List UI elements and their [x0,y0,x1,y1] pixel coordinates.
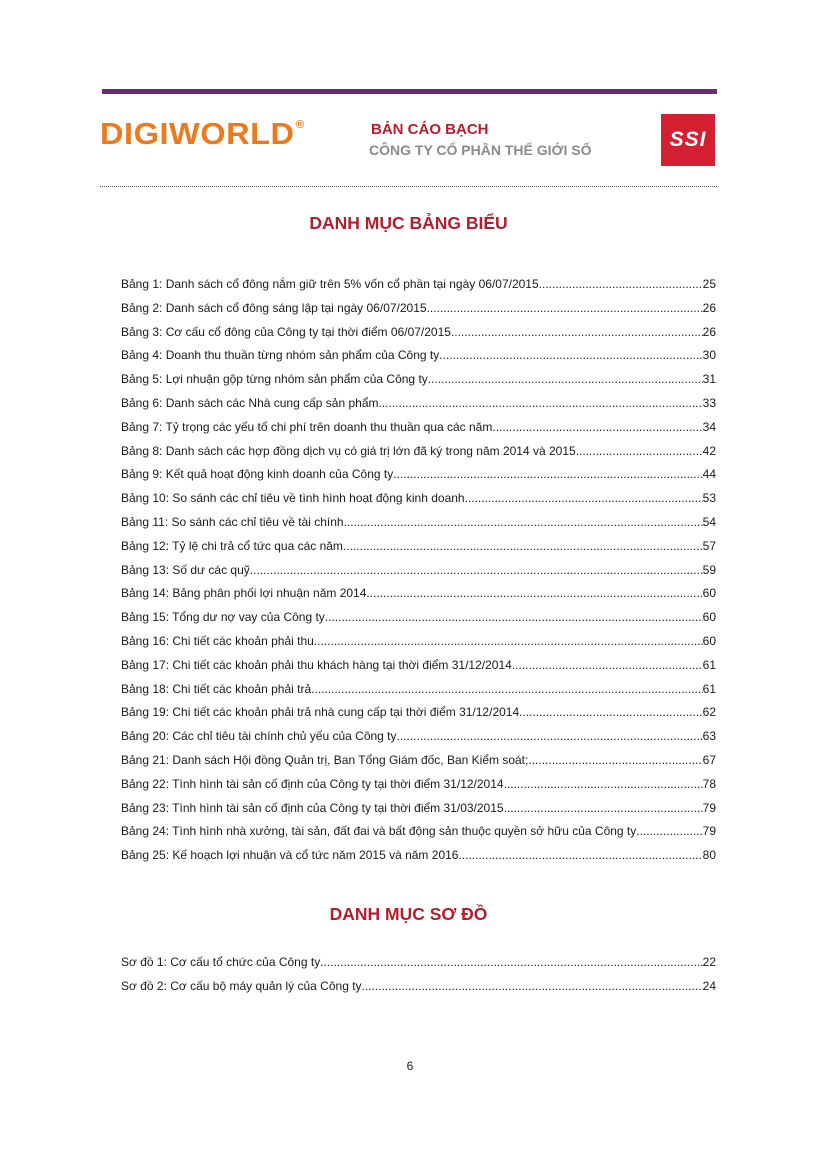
company-name: CÔNG TY CỔ PHẦN THẾ GIỚI SỐ [369,142,592,158]
toc-entry-label: Bảng 7: Tỷ trọng các yếu tố chi phí trên doanh thu thuần qua các năm [121,419,493,434]
toc-entry[interactable] [121,324,716,348]
toc-dot-leader [428,371,703,387]
toc-entry-page: 59 [702,562,716,577]
toc-entry[interactable] [121,538,716,562]
toc-entry[interactable] [121,823,716,847]
toc-entry[interactable] [121,466,716,490]
toc-dot-leader [636,823,702,839]
toc-entry-label: Bảng 10: So sánh các chỉ tiêu về tình hình hoạt động kinh doanh [121,491,465,506]
tables-toc-list [121,276,716,871]
toc-entry-page: 25 [702,277,716,291]
toc-entry-label: Bảng 18: Chi tiết các khoản phải trả [121,681,312,696]
toc-entry-label: Sơ đồ 2: Cơ cấu bộ máy quản lý của Công ty [121,978,362,993]
toc-entry-label: Bảng 22: Tình hình tài sản cố định của Công ty tại thời điểm 31/12/2014 [121,776,504,791]
toc-entry[interactable] [121,657,716,681]
toc-entry-label: Bảng 14: Bảng phân phối lợi nhuận năm 2014 [121,586,367,601]
toc-entry[interactable] [121,585,716,609]
toc-entry-label: Bảng 17: Chi tiết các khoản phải thu khách hàng tại thời điểm 31/12/2014 [121,657,512,672]
toc-entry-label: Bảng 1: Danh sách cổ đông nắm giữ trên 5% vốn cổ phần tại ngày 06/07/2015 [121,277,539,291]
toc-entry-label: Bảng 4: Doanh thu thuần từng nhóm sản phẩm của Công ty [121,348,440,363]
toc-entry-page: 80 [702,848,716,863]
toc-dot-leader [504,800,703,816]
toc-entry[interactable] [121,300,716,324]
toc-entry[interactable] [121,371,716,395]
toc-entry-page: 26 [702,324,716,339]
toc-entry-page: 30 [702,348,716,363]
toc-entry-label: Bảng 19: Chi tiết các khoản phải trả nhà cung cấp tại thời điểm 31/12/2014 [121,705,520,720]
header-top-rule [102,89,717,94]
toc-entry-label: Bảng 21: Danh sách Hội đồng Quản trị, Ban Tổng Giám đốc, Ban Kiểm soát; [121,752,529,767]
toc-entry-label: Bảng 25: Kế hoạch lợi nhuận và cổ tức năm 2015 và năm 2016 [121,848,459,863]
toc-entry[interactable] [121,609,716,633]
toc-entry[interactable] [121,847,716,871]
toc-entry-label: Bảng 11: So sánh các chỉ tiêu về tài chính [121,514,344,529]
toc-entry-page: 22 [702,955,716,969]
toc-dot-leader [311,681,703,697]
toc-entry-label: Bảng 6: Danh sách các Nhà cung cấp sản phẩm [121,395,379,410]
toc-dot-leader [427,300,703,316]
toc-entry[interactable] [121,276,716,300]
toc-entry-label: Bảng 23: Tình hình tài sản cố định của Công ty tại thời điểm 31/03/2015 [121,800,504,815]
toc-dot-leader [393,466,702,482]
toc-entry-page: 79 [702,824,716,839]
toc-entry[interactable] [121,954,716,978]
toc-dot-leader [320,954,702,970]
toc-dot-leader [451,324,703,340]
toc-entry[interactable] [121,562,716,586]
toc-dot-leader [528,752,702,768]
toc-entry[interactable] [121,395,716,419]
toc-entry[interactable] [121,443,716,467]
toc-entry-label: Bảng 3: Cơ cấu cổ đông của Công ty tại thời điểm 06/07/2015 [121,324,451,339]
digiworld-logo [100,116,305,152]
toc-entry-label: Bảng 24: Tình hình nhà xưởng, tài sản, đất đai và bất động sản thuộc quyền sở hữu của Công ty [121,824,637,839]
toc-entry[interactable] [121,704,716,728]
toc-dot-leader [344,514,703,530]
ssi-logo [661,114,715,166]
toc-entry-page: 54 [702,514,716,529]
toc-dot-leader [504,776,703,792]
toc-dot-leader [366,585,702,601]
toc-entry-page: 62 [702,705,716,720]
toc-entry-page: 61 [702,657,716,672]
toc-entry-label: Bảng 13: Số dư các quỹ [121,562,250,577]
toc-entry-page: 53 [702,491,716,506]
toc-dot-leader [465,490,703,506]
toc-entry-page: 67 [702,752,716,767]
toc-entry[interactable] [121,776,716,800]
toc-dot-leader [250,562,703,578]
document-title: BẢN CÁO BẠCH [371,121,489,138]
toc-dot-leader [492,419,702,435]
toc-entry-page: 33 [702,395,716,410]
toc-entry[interactable] [121,800,716,824]
toc-entry[interactable] [121,633,716,657]
toc-entry[interactable] [121,978,716,1002]
toc-entry-label: Bảng 20: Các chỉ tiêu tài chính chủ yếu của Công ty [121,729,397,744]
toc-entry[interactable] [121,681,716,705]
toc-dot-leader [379,395,703,411]
toc-entry-label: Bảng 15: Tổng dư nợ vay của Công ty [121,610,325,625]
toc-dot-leader [397,728,703,744]
toc-entry[interactable] [121,728,716,752]
toc-entry-page: 79 [702,800,716,815]
toc-entry-page: 44 [702,467,716,482]
toc-entry-label: Bảng 16: Chi tiết các khoản phải thu [121,633,314,648]
toc-entry[interactable] [121,490,716,514]
toc-entry-label: Bảng 8: Danh sách các hợp đồng dịch vụ có giá trị lớn đã ký trong năm 2014 và 2015 [121,443,576,458]
toc-entry-page: 57 [702,538,716,553]
diagrams-section-heading: DANH MỤC SƠ ĐỒ [329,904,488,924]
toc-dot-leader [325,609,703,625]
toc-entry[interactable] [121,347,716,371]
toc-entry-page: 63 [702,729,716,744]
tables-section-heading: DANH MỤC BẢNG BIỂU [309,213,508,233]
diagrams-toc-list [121,954,716,1002]
toc-dot-leader [512,657,703,673]
toc-dot-leader [519,704,703,720]
ssi-logo-text: SSI [669,128,707,151]
toc-entry-page: 60 [702,610,716,625]
header-dotted-rule [100,186,717,187]
toc-entry-page: 34 [702,419,716,434]
toc-entry[interactable] [121,419,716,443]
toc-entry-page: 78 [702,776,716,791]
toc-entry-label: Bảng 5: Lợi nhuận gộp từng nhóm sản phẩm của Công ty [121,372,428,387]
registered-mark: ® [295,119,305,131]
toc-entry-label: Bảng 9: Kết quả hoạt động kinh doanh của Công ty [121,467,394,482]
toc-entry[interactable] [121,514,716,538]
toc-dot-leader [539,276,703,292]
toc-dot-leader [362,978,703,994]
toc-entry-page: 60 [702,586,716,601]
toc-dot-leader [576,443,703,459]
toc-entry-page: 26 [702,300,716,315]
toc-entry[interactable] [121,752,716,776]
logo-text: DIGIWORLD [100,116,295,151]
toc-entry-page: 61 [702,681,716,696]
toc-entry-page: 60 [702,633,716,648]
toc-dot-leader [343,538,703,554]
toc-entry-label: Sơ đồ 1: Cơ cấu tổ chức của Công ty [121,955,321,969]
toc-entry-page: 42 [702,443,716,458]
toc-dot-leader [439,347,702,363]
toc-dot-leader [314,633,703,649]
toc-entry-label: Bảng 2: Danh sách cổ đông sáng lập tại ngày 06/07/2015 [121,300,427,315]
toc-dot-leader [458,847,702,863]
toc-entry-label: Bảng 12: Tỷ lệ chi trả cổ tức qua các năm [121,538,343,553]
toc-entry-page: 24 [702,978,716,993]
toc-entry-page: 31 [702,372,716,387]
page-number: 6 [406,1059,414,1073]
